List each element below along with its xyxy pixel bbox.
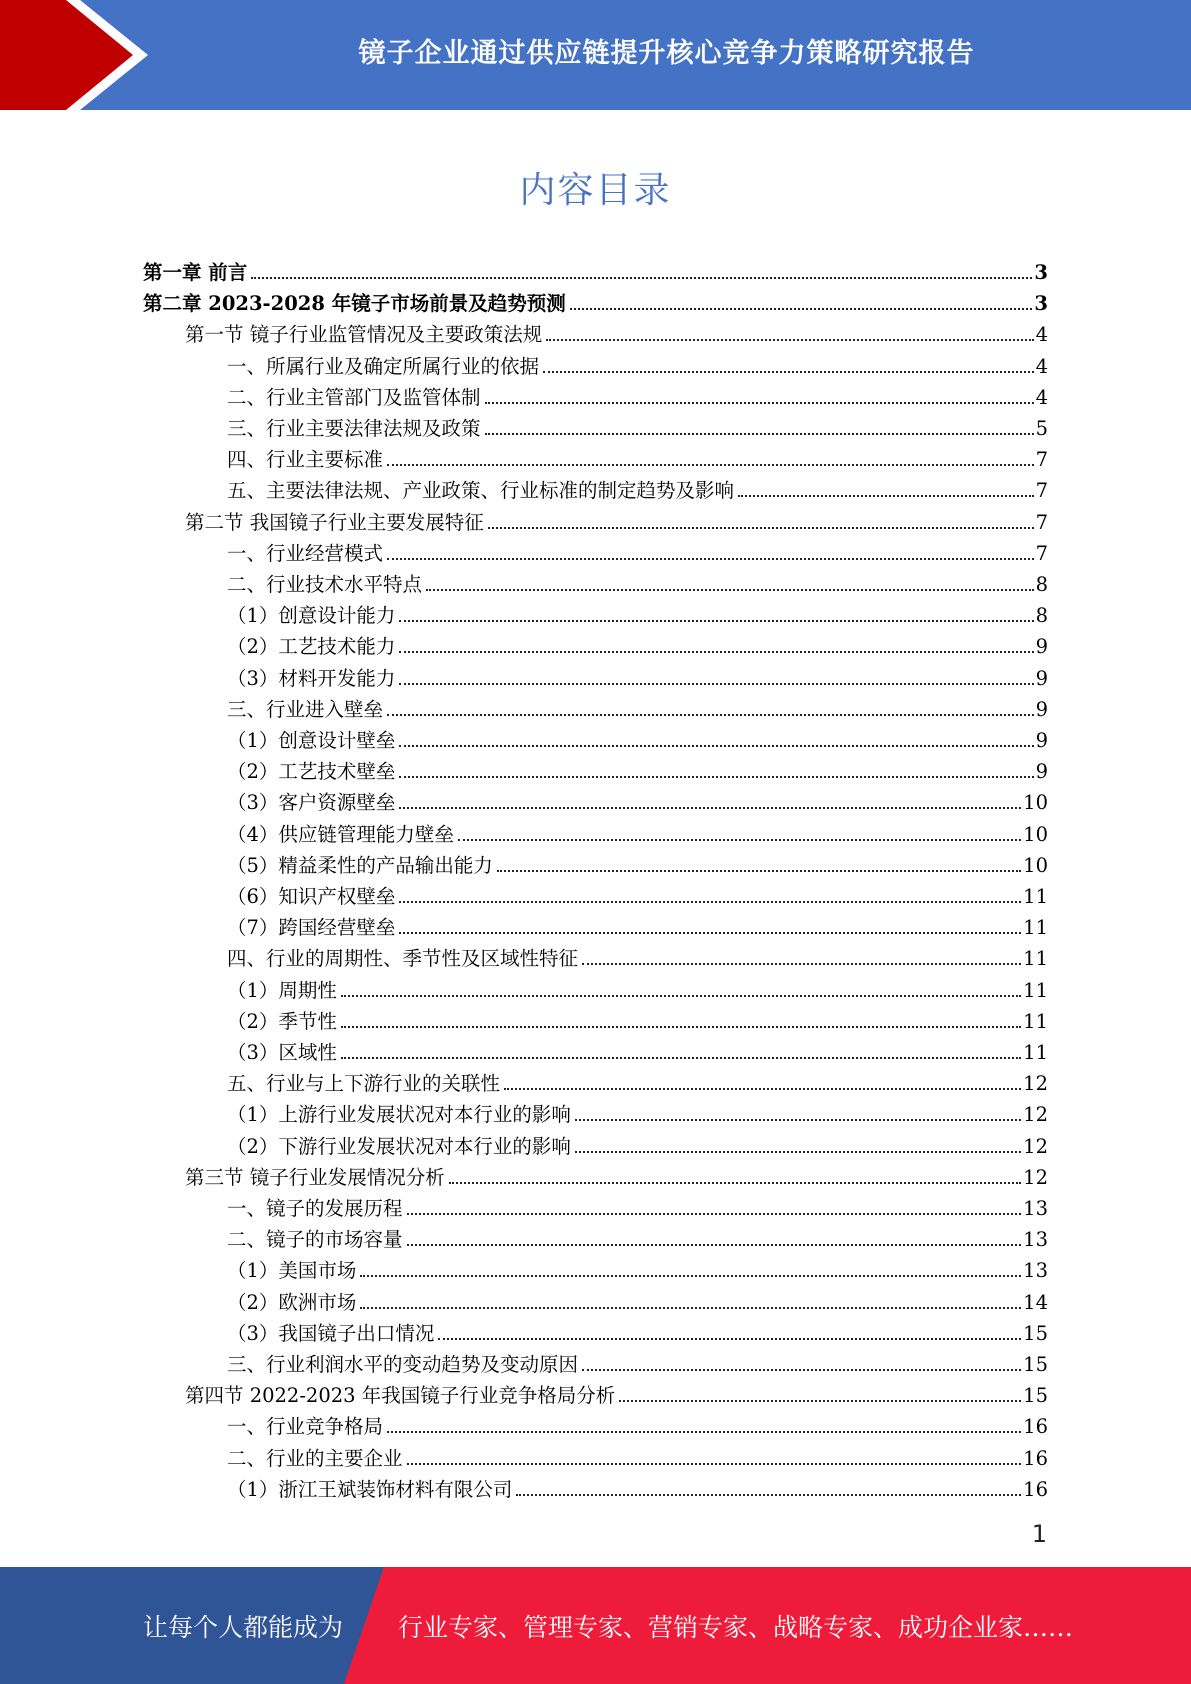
toc-dot-leader — [399, 651, 1033, 653]
toc-entry-page: 9 — [1035, 760, 1048, 784]
toc-entry-page: 13 — [1023, 1197, 1048, 1220]
toc-entry-text: （6）知识产权壁垒 — [227, 885, 396, 908]
toc-dot-leader — [570, 308, 1033, 310]
toc-entry-text: （1）上游行业发展状况对本行业的影响 — [227, 1103, 571, 1127]
toc-entry[interactable] — [227, 472, 1048, 503]
toc-entry-text: （7）跨国经营壁垒 — [227, 916, 396, 940]
toc-entry-text: 三、行业利润水平的变动趋势及变动原因 — [227, 1353, 579, 1376]
toc-entry-page: 12 — [1023, 1165, 1048, 1189]
toc-entry-text: （2）工艺技术壁垒 — [227, 760, 396, 784]
toc-entry-text: （3）材料开发能力 — [227, 666, 396, 690]
page-number: 1 — [1031, 1520, 1047, 1548]
toc-entry[interactable] — [227, 1221, 1048, 1252]
toc-entry-text: （1）浙江王斌装饰材料有限公司 — [227, 1477, 513, 1501]
toc-entry-page: 10 — [1023, 791, 1048, 815]
toc-dot-leader — [497, 870, 1021, 872]
toc-heading: 内容目录 — [519, 170, 672, 211]
toc-entry[interactable] — [227, 1096, 1048, 1127]
toc-dot-leader — [426, 589, 1034, 591]
toc-entry-page: 3 — [1034, 261, 1048, 284]
toc-entry-page: 10 — [1023, 853, 1048, 877]
toc-dot-leader — [543, 371, 1034, 373]
toc-entry-page: 9 — [1035, 635, 1048, 659]
toc-dot-leader — [458, 839, 1021, 841]
toc-entry-text: 三、行业主要法律法规及政策 — [227, 417, 481, 440]
report-title: 镜子企业通过供应链提升核心竞争力策略研究报告 — [358, 37, 975, 69]
toc-entry[interactable] — [185, 504, 1048, 535]
toc-entry-text: （3）客户资源壁垒 — [227, 791, 396, 815]
toc-dot-leader — [399, 745, 1033, 747]
footer-slogan-right: 行业专家、管理专家、营销专家、战略专家、成功企业家…… — [398, 1612, 1074, 1642]
toc-dot-leader — [488, 527, 1034, 529]
toc-entry[interactable] — [227, 1284, 1048, 1315]
toc-entry-text: 第三节 镜子行业发展情况分析 — [185, 1165, 445, 1189]
toc-entry-page: 15 — [1023, 1353, 1048, 1376]
toc-entry-page: 3 — [1034, 292, 1048, 316]
toc-dot-leader — [485, 433, 1034, 435]
toc-entry-page: 13 — [1023, 1228, 1048, 1252]
toc-entry-page: 12 — [1023, 1134, 1048, 1158]
toc-entry-page: 9 — [1035, 697, 1048, 721]
toc-entry-page: 15 — [1023, 1384, 1048, 1408]
toc-dot-leader — [399, 683, 1033, 685]
toc-dot-leader — [575, 1119, 1021, 1121]
toc-entry[interactable] — [227, 972, 1048, 1003]
toc-entry-text: 第四节 2022-2023 年我国镜子行业竞争格局分析 — [185, 1384, 616, 1408]
toc-entry[interactable] — [227, 1190, 1048, 1221]
toc-entry-text: （4）供应链管理能力壁垒 — [227, 822, 454, 846]
toc-entry-text: 第二章 2023-2028 年镜子市场前景及趋势预测 — [143, 292, 566, 316]
toc-entry-text: 三、行业进入壁垒 — [227, 697, 384, 721]
toc-dot-leader — [485, 402, 1034, 404]
toc-entry-page: 14 — [1023, 1290, 1048, 1314]
toc-entry[interactable] — [227, 566, 1048, 597]
toc-entry[interactable] — [227, 628, 1048, 659]
toc-entry[interactable] — [227, 441, 1048, 472]
toc-entry[interactable] — [227, 348, 1048, 379]
toc-entry[interactable] — [143, 285, 1048, 316]
toc-entry[interactable] — [227, 940, 1048, 971]
toc-dot-leader — [582, 963, 1021, 965]
toc-entry-page: 16 — [1023, 1446, 1048, 1470]
toc-entry-text: 二、镜子的市场容量 — [227, 1228, 403, 1252]
toc-entry-text: 二、行业的主要企业 — [227, 1446, 403, 1470]
toc-entry-text: 一、镜子的发展历程 — [227, 1197, 403, 1220]
toc-entry-page: 8 — [1035, 604, 1048, 628]
footer-slogan-left: 让每个人都能成为 — [143, 1612, 344, 1642]
toc-dot-leader — [619, 1400, 1021, 1402]
toc-entry-text: （3）我国镜子出口情况 — [227, 1321, 435, 1345]
toc-dot-leader — [738, 495, 1034, 497]
toc-entry-page: 11 — [1023, 885, 1048, 908]
toc-dot-leader — [399, 807, 1021, 809]
toc-dot-leader — [251, 277, 1032, 279]
toc-entry[interactable] — [227, 909, 1048, 940]
toc-entry-text: 一、行业经营模式 — [227, 541, 384, 565]
toc-entry-text: （2）工艺技术能力 — [227, 635, 396, 659]
toc-dot-leader — [360, 1275, 1021, 1277]
toc-entry-text: 五、行业与上下游行业的关联性 — [227, 1072, 501, 1096]
toc-dot-leader — [504, 1088, 1021, 1090]
toc-entry[interactable] — [227, 847, 1048, 878]
toc-entry-page: 7 — [1035, 510, 1048, 534]
toc-entry-text: 第一节 镜子行业监管情况及主要政策法规 — [185, 323, 543, 347]
toc-dot-leader — [449, 1182, 1021, 1184]
toc-entry-page: 9 — [1035, 666, 1048, 690]
toc-dot-leader — [387, 464, 1034, 466]
toc-entry-page: 11 — [1023, 978, 1048, 1002]
toc-entry-page: 12 — [1023, 1103, 1048, 1127]
toc-entry[interactable] — [227, 691, 1048, 722]
toc-dot-leader — [387, 558, 1034, 560]
toc-entry[interactable] — [227, 1471, 1048, 1502]
toc-entry-page: 12 — [1023, 1072, 1048, 1096]
toc-dot-leader — [407, 1244, 1022, 1246]
toc-entry[interactable] — [227, 816, 1048, 847]
toc-dot-leader — [407, 1463, 1022, 1465]
toc-entry-page: 5 — [1035, 417, 1048, 440]
toc-entry-text: 一、行业竞争格局 — [227, 1415, 384, 1439]
toc-dot-leader — [399, 901, 1021, 903]
toc-entry-text: 一、所属行业及确定所属行业的依据 — [227, 354, 540, 378]
toc-entry-page: 13 — [1023, 1259, 1048, 1283]
toc-entry-page: 9 — [1035, 729, 1048, 752]
toc-entry-page: 8 — [1035, 573, 1048, 596]
toc-entry[interactable] — [227, 878, 1048, 909]
toc-dot-leader — [387, 714, 1034, 716]
toc-entry-text: 二、行业技术水平特点 — [227, 573, 423, 596]
toc-entry-page: 15 — [1023, 1321, 1048, 1345]
toc-entry[interactable] — [227, 1003, 1048, 1034]
toc-entry-text: （2）欧洲市场 — [227, 1290, 357, 1314]
toc-entry-text: （5）精益柔性的产品输出能力 — [227, 853, 493, 877]
toc-entry[interactable] — [227, 784, 1048, 815]
toc-dot-leader — [399, 932, 1021, 934]
toc-entry-text: 第二节 我国镜子行业主要发展特征 — [185, 510, 484, 534]
toc-dot-leader — [341, 1057, 1021, 1059]
toc-dot-leader — [438, 1338, 1021, 1340]
toc-dot-leader — [546, 339, 1033, 341]
toc-dot-leader — [341, 1026, 1021, 1028]
toc-entry-text: （3）区域性 — [227, 1041, 337, 1064]
toc-entry-text: 二、行业主管部门及监管体制 — [227, 385, 481, 409]
toc-entry[interactable] — [227, 1315, 1048, 1346]
toc-entry-page: 4 — [1035, 354, 1048, 378]
toc-dot-leader — [399, 776, 1033, 778]
toc-dot-leader — [516, 1494, 1021, 1496]
toc-entry[interactable] — [227, 1408, 1048, 1439]
toc-entry-page: 4 — [1035, 323, 1048, 347]
toc-entry-text: （1）创意设计能力 — [227, 604, 396, 628]
toc-entry-text: 第一章 前言 — [143, 261, 248, 284]
toc-entry[interactable] — [227, 1346, 1048, 1377]
toc-entry[interactable] — [227, 1034, 1048, 1065]
toc-entry[interactable] — [227, 1128, 1048, 1159]
toc-entry-text: 四、行业的周期性、季节性及区域性特征 — [227, 947, 579, 971]
toc-entry[interactable] — [185, 1377, 1048, 1408]
toc-entry[interactable] — [227, 410, 1048, 441]
toc-entry[interactable] — [227, 1065, 1048, 1096]
toc-entry-page: 10 — [1023, 822, 1048, 846]
toc-entry[interactable] — [227, 535, 1048, 566]
toc-entry-page: 7 — [1035, 479, 1048, 503]
toc-entry-page: 11 — [1023, 947, 1048, 971]
toc-entry-text: （2）下游行业发展状况对本行业的影响 — [227, 1134, 571, 1158]
toc-entry[interactable] — [185, 316, 1048, 347]
toc-entry-page: 16 — [1023, 1477, 1048, 1501]
toc-entry[interactable] — [227, 379, 1048, 410]
toc-dot-leader — [575, 1151, 1021, 1153]
toc-dot-leader — [341, 995, 1021, 997]
footer-banner — [0, 1567, 1191, 1684]
toc-entry-page: 7 — [1035, 541, 1048, 565]
toc-entry-page: 11 — [1023, 1009, 1048, 1033]
toc-entry[interactable] — [143, 254, 1048, 285]
toc-entry[interactable] — [227, 722, 1048, 753]
header-banner — [0, 0, 1191, 110]
toc-entry-page: 11 — [1023, 916, 1048, 940]
toc-entry-text: 四、行业主要标准 — [227, 448, 384, 472]
toc-entry[interactable] — [227, 1252, 1048, 1283]
toc-dot-leader — [360, 1307, 1021, 1309]
toc-entry-page: 11 — [1023, 1041, 1048, 1064]
toc-entry-page: 16 — [1023, 1415, 1048, 1439]
toc-dot-leader — [582, 1369, 1021, 1371]
toc-entry[interactable] — [227, 753, 1048, 784]
toc-entry-page: 7 — [1035, 448, 1048, 472]
toc-entry[interactable] — [227, 660, 1048, 691]
toc-entry-text: （1）创意设计壁垒 — [227, 729, 396, 752]
toc-entry[interactable] — [227, 597, 1048, 628]
toc-entry[interactable] — [227, 1440, 1048, 1471]
toc-entry-text: （1）周期性 — [227, 978, 337, 1002]
toc-entry-page: 4 — [1035, 385, 1048, 409]
toc-entry-text: （2）季节性 — [227, 1009, 337, 1033]
toc-dot-leader — [387, 1431, 1021, 1433]
toc-dot-leader — [407, 1213, 1022, 1215]
toc-dot-leader — [399, 620, 1033, 622]
toc-entry[interactable] — [185, 1159, 1048, 1190]
toc-entry-text: 五、主要法律法规、产业政策、行业标准的制定趋势及影响 — [227, 479, 735, 503]
toc-entry-text: （1）美国市场 — [227, 1259, 357, 1283]
